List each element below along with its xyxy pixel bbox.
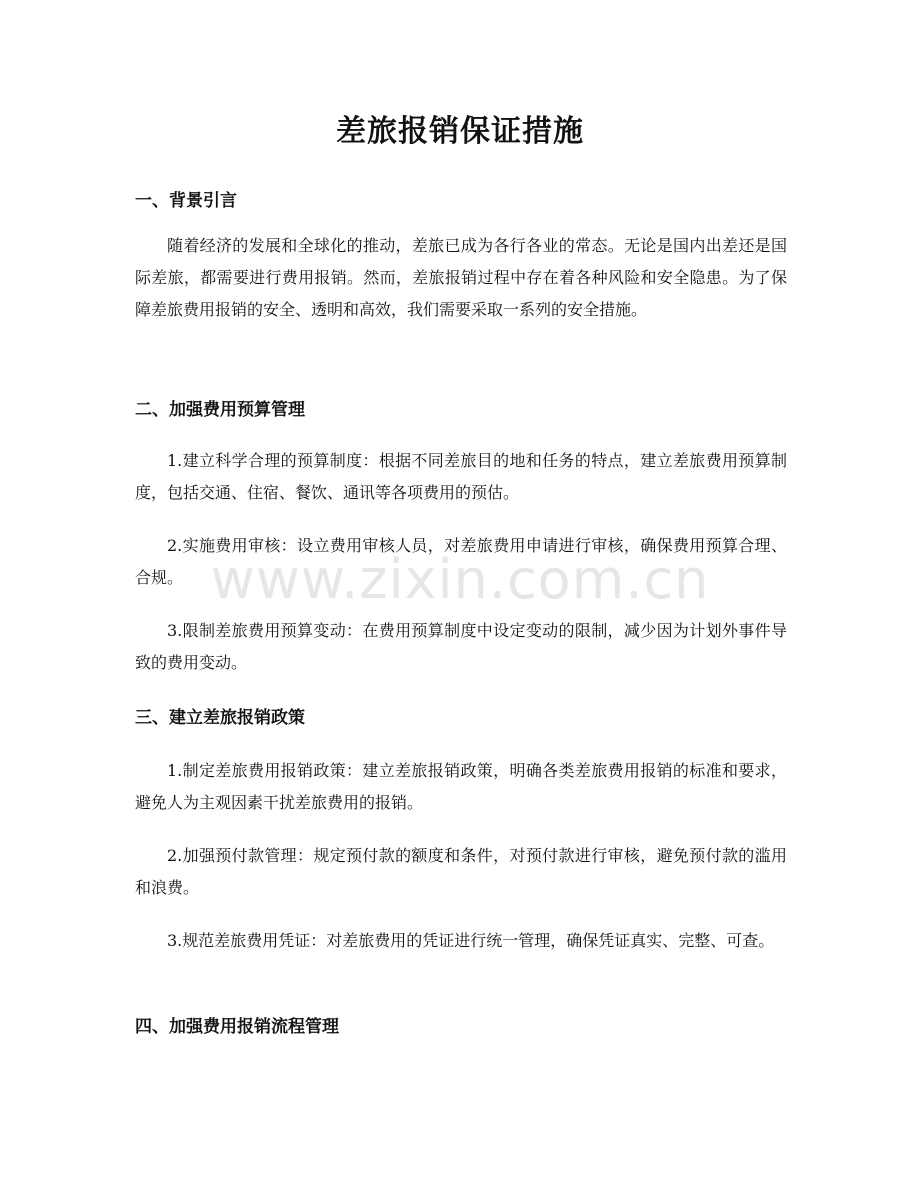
paragraph-policy-3: 3.规范差旅费用凭证：对差旅费用的凭证进行统一管理，确保凭证真实、完整、可查。	[167, 931, 775, 950]
paragraph-budget-2: 2.实施费用审核：设立费用审核人员，对差旅费用申请进行审核，确保费用预算合理、合规。	[135, 536, 787, 587]
section-heading-budget: 二、加强费用预算管理	[135, 400, 305, 420]
section-heading-background: 一、背景引言	[135, 191, 237, 211]
paragraph-budget-1: 1.建立科学合理的预算制度：根据不同差旅目的地和任务的特点，建立差旅费用预算制度，包括交通、住宿、餐饮、通讯等各项费用的预估。	[135, 451, 787, 502]
page-title: 差旅报销保证措施	[336, 114, 584, 149]
paragraph-policy-1: 1.制定差旅费用报销政策：建立差旅报销政策，明确各类差旅费用报销的标准和要求，避免人为主观因素干扰差旅费用的报销。	[135, 761, 787, 812]
section-heading-process: 四、加强费用报销流程管理	[135, 1017, 339, 1037]
paragraph-budget-3: 3.限制差旅费用预算变动：在费用预算制度中设定变动的限制，减少因为计划外事件导致的费用变动。	[135, 621, 787, 672]
watermark: www.zixin.com.cn	[210, 548, 710, 611]
paragraph-background: 随着经济的发展和全球化的推动，差旅已成为各行各业的常态。无论是国内出差还是国际差旅，都需要进行费用报销。然而，差旅报销过程中存在着各种风险和安全隐患。为了保障差旅费用报销的安全、透明和高效，我们需要采取一系列的安全措施。	[135, 236, 787, 319]
section-heading-policy: 三、建立差旅报销政策	[135, 708, 305, 728]
paragraph-policy-2: 2.加强预付款管理：规定预付款的额度和条件，对预付款进行审核，避免预付款的滥用和浪费。	[135, 846, 787, 897]
